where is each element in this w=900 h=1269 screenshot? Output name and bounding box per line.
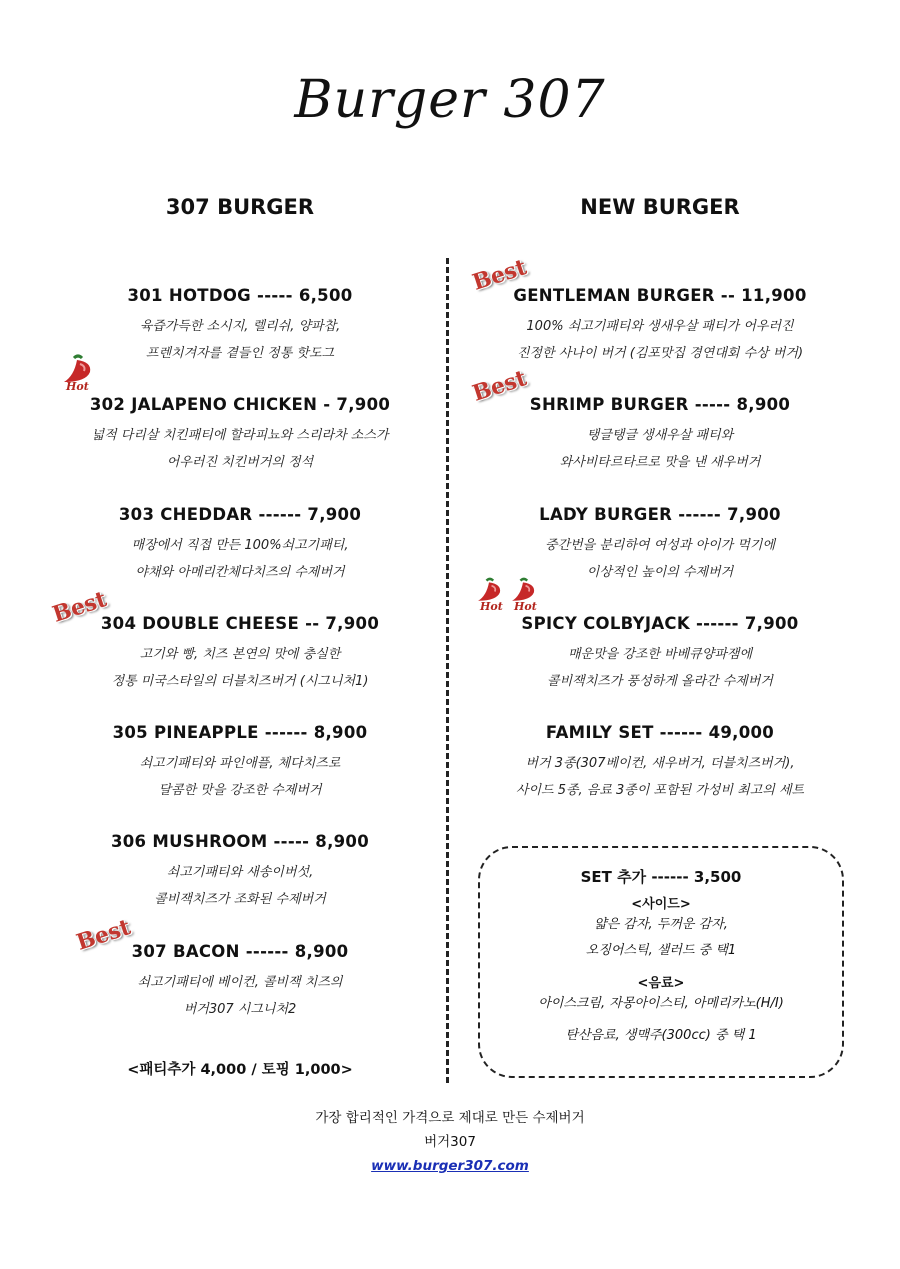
set-addon-box bbox=[478, 846, 844, 1078]
menu-item-shrimp bbox=[450, 395, 870, 476]
desc-line: 콜비잭치즈가 조화된 수제버거 bbox=[154, 892, 326, 907]
item-desc bbox=[30, 750, 450, 804]
item-name: 302 JALAPENO CHICKEN - 7,900 bbox=[89, 395, 391, 414]
desc-line: 어우러진 치킨버거의 정석 bbox=[166, 455, 314, 470]
best-badge: Best bbox=[469, 254, 530, 296]
desc-line: 버거 3종(307베이컨, 새우버거, 더블치즈버거), bbox=[525, 756, 795, 771]
desc-line: 쇠고기패티와 새송이버섯, bbox=[166, 865, 314, 880]
item-name: 307 BACON ------ 8,900 bbox=[131, 942, 349, 961]
item-desc bbox=[30, 641, 450, 695]
menu-item-305 bbox=[30, 723, 450, 804]
desc-line: 100% 쇠고기패티와 생새우살 패티가 어우러진 bbox=[526, 319, 794, 334]
hot-label: Hot bbox=[514, 600, 537, 613]
item-desc bbox=[30, 532, 450, 586]
hot-label: Hot bbox=[66, 380, 89, 393]
item-desc bbox=[450, 750, 870, 804]
desc-line: 버거307 시그니처2 bbox=[183, 1002, 297, 1017]
menu-item-gentleman bbox=[450, 286, 870, 367]
menu-item-306 bbox=[30, 832, 450, 913]
menu-item-family-set bbox=[450, 723, 870, 804]
footer-tagline: 가장 합리적인 가격으로 제대로 만든 수제버거 bbox=[315, 1110, 585, 1126]
item-name: SHRIMP BURGER ----- 8,900 bbox=[529, 395, 791, 414]
menu-item-302 bbox=[30, 395, 450, 476]
desc-line: 탱글탱글 생새우살 패티와 bbox=[586, 428, 734, 443]
desc-line: 얇은 감자, 두꺼운 감자, bbox=[594, 917, 728, 932]
hot-label: Hot bbox=[480, 600, 503, 613]
drink-title: <음료> bbox=[637, 976, 685, 991]
desc-line: 넓적 다리살 치킨패티에 할라피뇨와 스리라차 소스가 bbox=[91, 428, 389, 443]
item-desc bbox=[30, 969, 450, 1023]
desc-line: 고기와 빵, 치즈 본연의 맛에 충실한 bbox=[139, 647, 341, 662]
item-name: 304 DOUBLE CHEESE -- 7,900 bbox=[100, 614, 380, 633]
item-name: SPICY COLBYJACK ------ 7,900 bbox=[521, 614, 799, 633]
item-name: 301 HOTDOG ----- 6,500 bbox=[127, 286, 353, 305]
footer-brand: 버거307 bbox=[424, 1134, 476, 1150]
left-column-title: 307 BURGER bbox=[165, 195, 315, 219]
website-link[interactable]: www.burger307.com bbox=[371, 1158, 529, 1174]
desc-line: 와사비타르타르로 맛을 낸 새우버거 bbox=[559, 455, 761, 470]
item-name: FAMILY SET ------ 49,000 bbox=[545, 723, 775, 742]
desc-line: 달콤한 맛을 강조한 수제버거 bbox=[158, 783, 322, 798]
desc-line: 오징어스틱, 샐러드 중 택1 bbox=[585, 943, 737, 958]
item-desc bbox=[450, 422, 870, 476]
best-badge: Best bbox=[73, 914, 134, 956]
chili-pepper-icon bbox=[502, 572, 544, 621]
logo: Burger 307 bbox=[294, 70, 606, 130]
desc-line: 정통 미국스타일의 더블치즈버거 (시그니처1) bbox=[111, 674, 369, 689]
best-badge: Best bbox=[49, 586, 110, 628]
set-name: SET 추가 ------ 3,500 bbox=[580, 868, 742, 886]
item-name: 303 CHEDDAR ------ 7,900 bbox=[118, 505, 362, 524]
desc-line: 쇠고기패티에 베이컨, 콜비잭 치즈의 bbox=[137, 975, 343, 990]
desc-line: 진정한 사나이 버거 (김포맛집 경연대회 수상 버거) bbox=[516, 346, 804, 361]
extra-options: <패티추가 4,000 / 토핑 1,000> bbox=[127, 1062, 353, 1078]
menu-item-304 bbox=[30, 614, 450, 695]
item-name: LADY BURGER ------ 7,900 bbox=[539, 505, 781, 524]
item-desc bbox=[450, 641, 870, 695]
right-column-title: NEW BURGER bbox=[580, 195, 740, 219]
footer bbox=[0, 1106, 900, 1178]
desc-line: 콜비잭치즈가 풍성하게 올라간 수제버거 bbox=[547, 674, 773, 689]
item-name: GENTLEMAN BURGER -- 11,900 bbox=[513, 286, 807, 305]
item-desc bbox=[30, 859, 450, 913]
side-options bbox=[480, 912, 842, 964]
chili-pepper-icon bbox=[52, 352, 102, 401]
side-title: <사이드> bbox=[631, 897, 691, 912]
desc-line: 육즙가득한 소시지, 렐리쉬, 양파찹, bbox=[139, 319, 341, 334]
desc-line: 매운맛을 강조한 바베큐양파잼에 bbox=[567, 647, 753, 662]
item-desc bbox=[30, 422, 450, 476]
menu-item-spicy-colbyjack bbox=[450, 614, 870, 695]
menu-item-303 bbox=[30, 505, 450, 586]
best-badge: Best bbox=[469, 365, 530, 407]
desc-line: 매장에서 직접 만든 100%쇠고기패티, bbox=[131, 538, 349, 553]
desc-line: 아이스크림, 자몽아이스티, 아메리카노(H/I) bbox=[538, 996, 784, 1011]
drink-options bbox=[480, 991, 842, 1049]
desc-line: 탄산음료, 생맥주(300cc) 중 택 1 bbox=[565, 1028, 757, 1043]
desc-line: 이상적인 높이의 수제버거 bbox=[586, 565, 734, 580]
desc-line: 쇠고기패티와 파인애플, 체다치즈로 bbox=[139, 756, 341, 771]
desc-line: 중간번을 분리하여 여성과 아이가 먹기에 bbox=[544, 538, 775, 553]
item-desc bbox=[450, 313, 870, 367]
item-name: 306 MUSHROOM ----- 8,900 bbox=[111, 832, 369, 851]
desc-line: 프렌치겨자를 곁들인 정통 핫도그 bbox=[145, 346, 335, 361]
desc-line: 사이드 5종, 음료 3종이 포함된 가성비 최고의 세트 bbox=[515, 783, 805, 798]
item-name: 305 PINEAPPLE ------ 8,900 bbox=[112, 723, 368, 742]
menu-item-307 bbox=[30, 942, 450, 1023]
desc-line: 야채와 아메리칸체다치즈의 수제버거 bbox=[135, 565, 345, 580]
